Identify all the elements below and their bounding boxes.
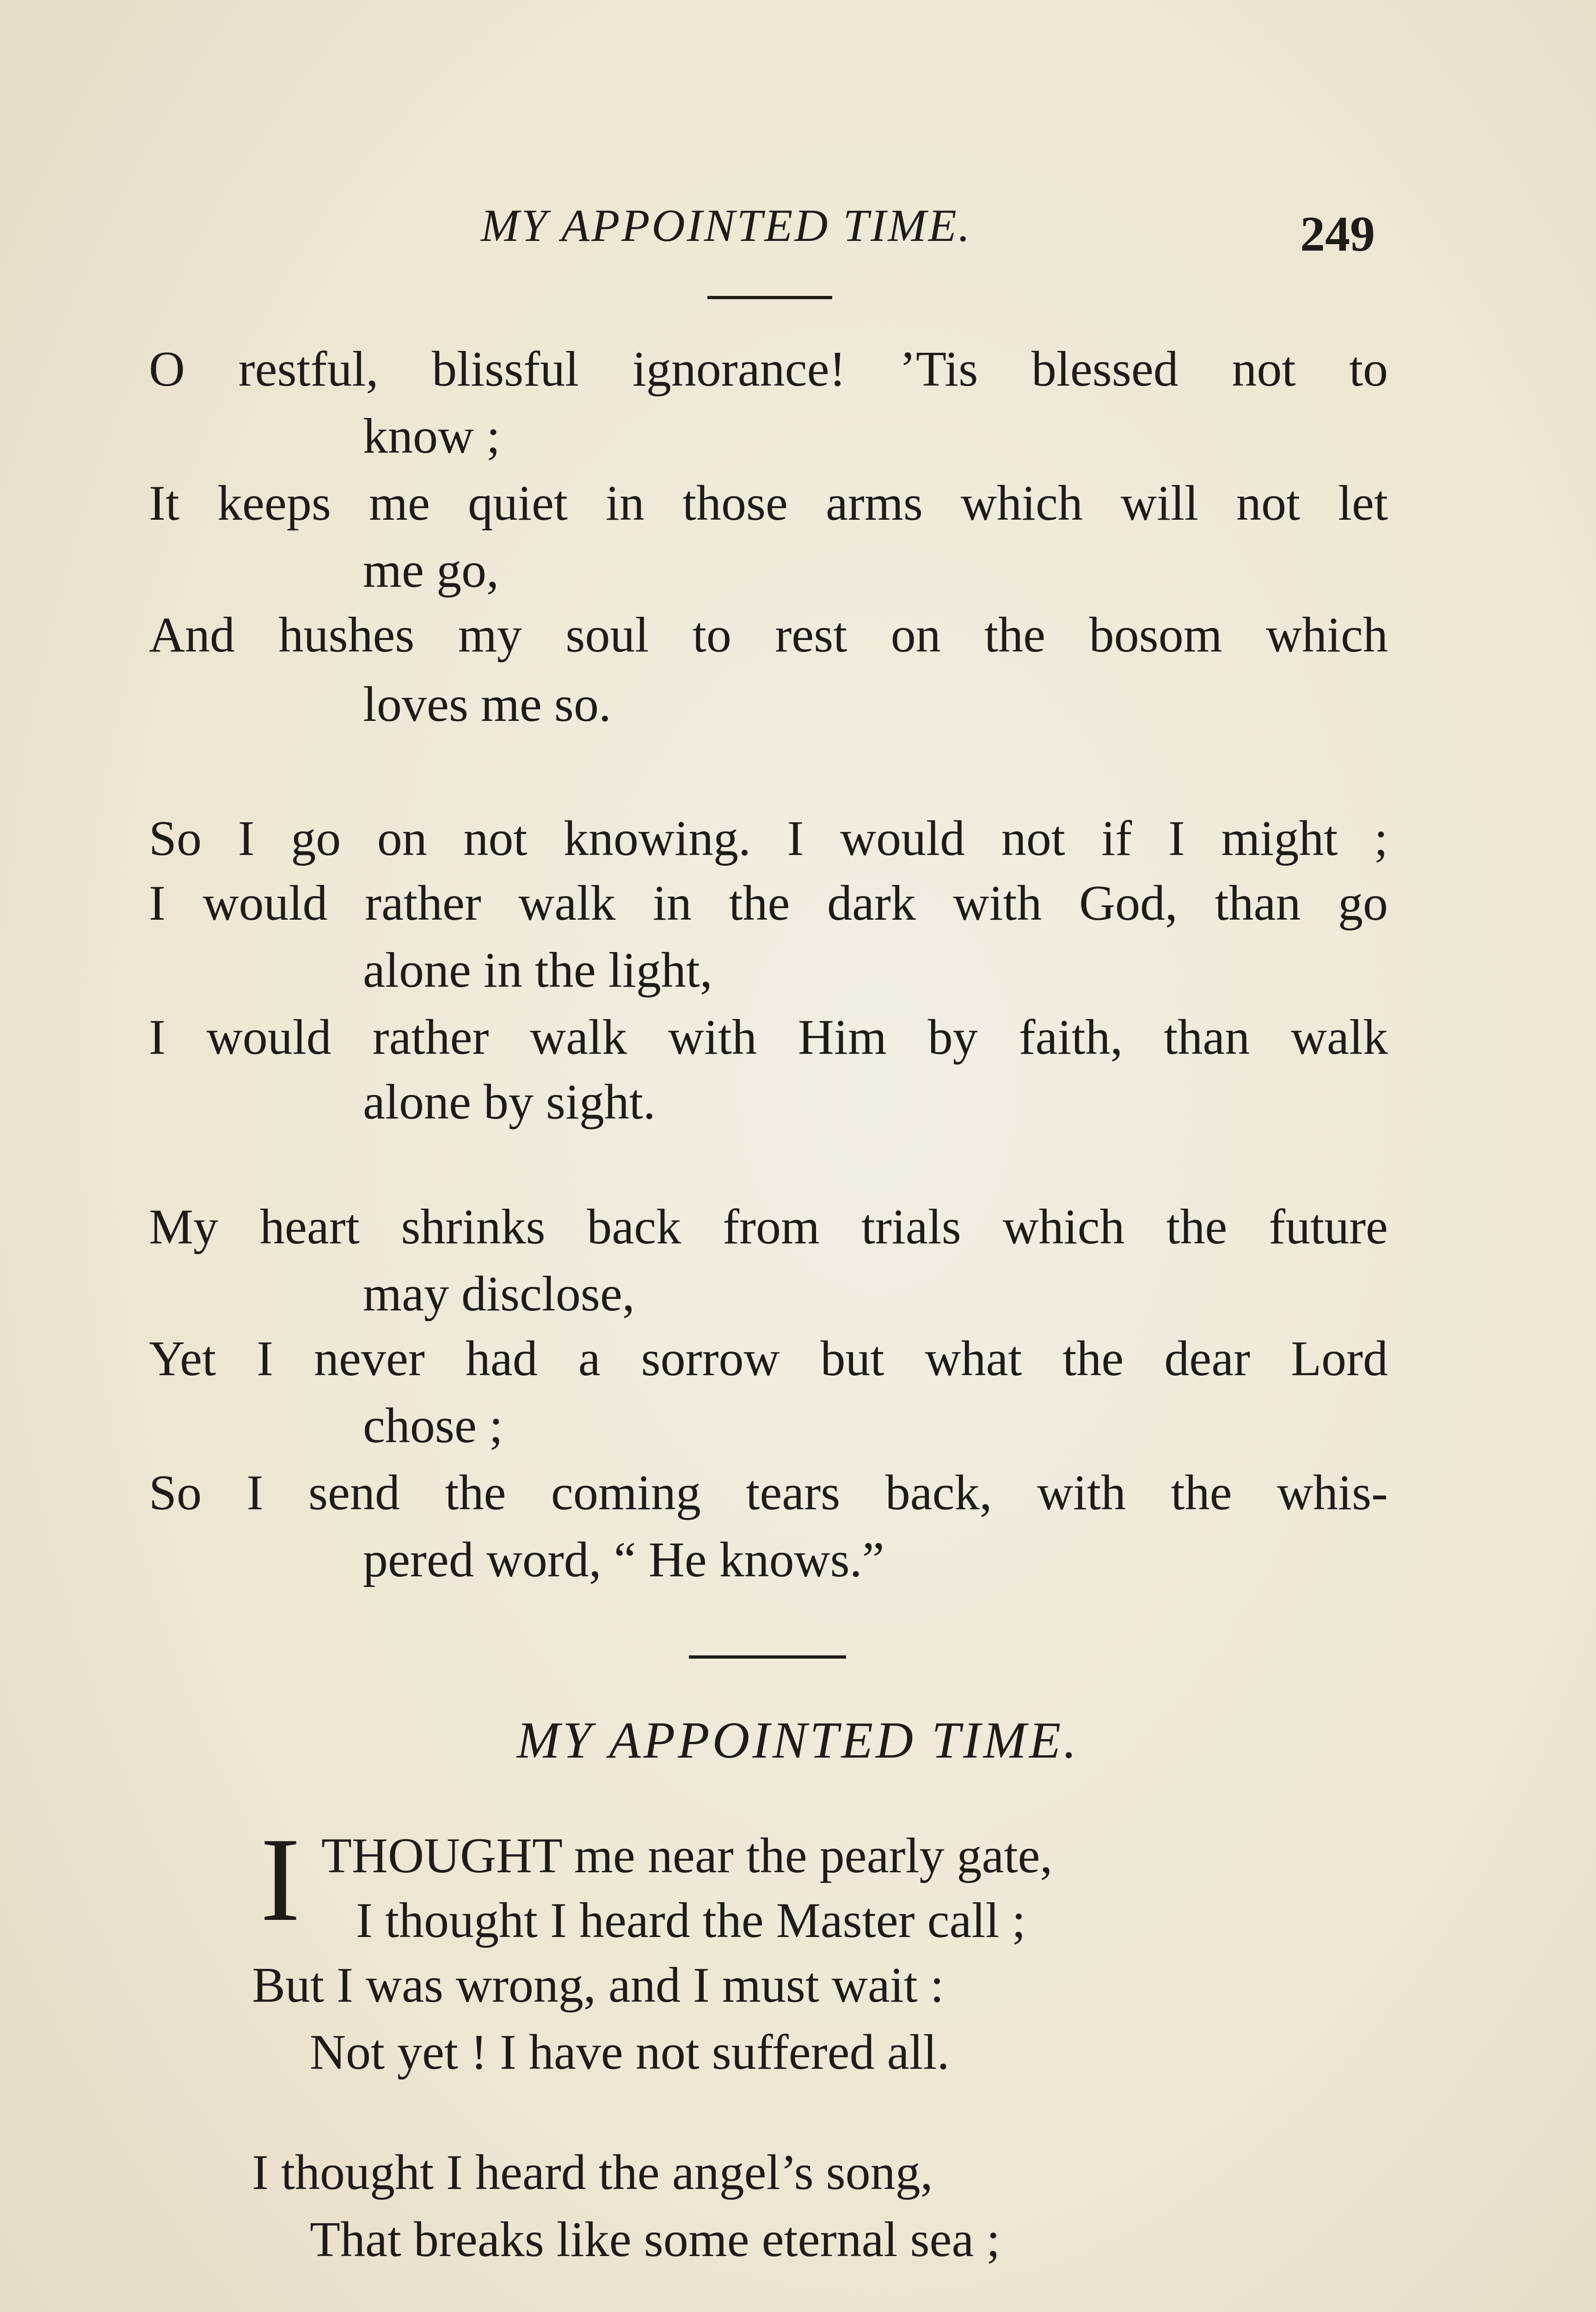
- verse-line-continuation: chose ;: [363, 1398, 503, 1453]
- page-number: 249: [1300, 207, 1375, 262]
- running-head-title: MY APPOINTED TIME.: [481, 200, 972, 251]
- poem-line: THOUGHT me near the pearly gate,: [321, 1828, 1053, 1883]
- section-divider: [689, 1655, 846, 1659]
- drop-cap: I: [260, 1813, 301, 1946]
- verse-line-continuation: alone by sight.: [363, 1075, 656, 1130]
- verse-line: O restful, blissful ignorance! ’Tis blessed not to: [149, 342, 1388, 397]
- poem-title: MY APPOINTED TIME.: [516, 1712, 1080, 1769]
- poem-line: I thought I heard the angel’s song,: [252, 2145, 933, 2200]
- verse-line: It keeps me quiet in those arms which will not let: [149, 476, 1388, 531]
- poem-line: But I was wrong, and I must wait :: [252, 1958, 944, 2013]
- verse-line: And hushes my soul to rest on the bosom which: [149, 608, 1388, 663]
- header-rule: [707, 296, 832, 299]
- verse-line: I would rather walk in the dark with God, than go: [149, 876, 1388, 931]
- verse-line: So I send the coming tears back, with the whis-: [149, 1465, 1388, 1520]
- verse-line-continuation: may disclose,: [363, 1267, 635, 1322]
- verse-line-continuation: me go,: [363, 543, 499, 598]
- verse-line: So I go on not knowing. I would not if I might ;: [149, 811, 1388, 866]
- verse-line: Yet I never had a sorrow but what the dear Lord: [149, 1331, 1388, 1386]
- verse-line-continuation: pered word, “ He knows.”: [363, 1532, 884, 1587]
- verse-line-continuation: loves me so.: [363, 677, 611, 732]
- poem-line: That breaks like some eternal sea ;: [310, 2212, 1001, 2267]
- poem-line: Not yet ! I have not suffered all.: [310, 2025, 950, 2080]
- poem-line: I thought I heard the Master call ;: [356, 1893, 1026, 1948]
- verse-line-continuation: know ;: [363, 409, 500, 464]
- verse-line: I would rather walk with Him by faith, than walk: [149, 1010, 1388, 1065]
- verse-line: My heart shrinks back from trials which the future: [149, 1199, 1388, 1254]
- verse-line-continuation: alone in the light,: [363, 943, 712, 998]
